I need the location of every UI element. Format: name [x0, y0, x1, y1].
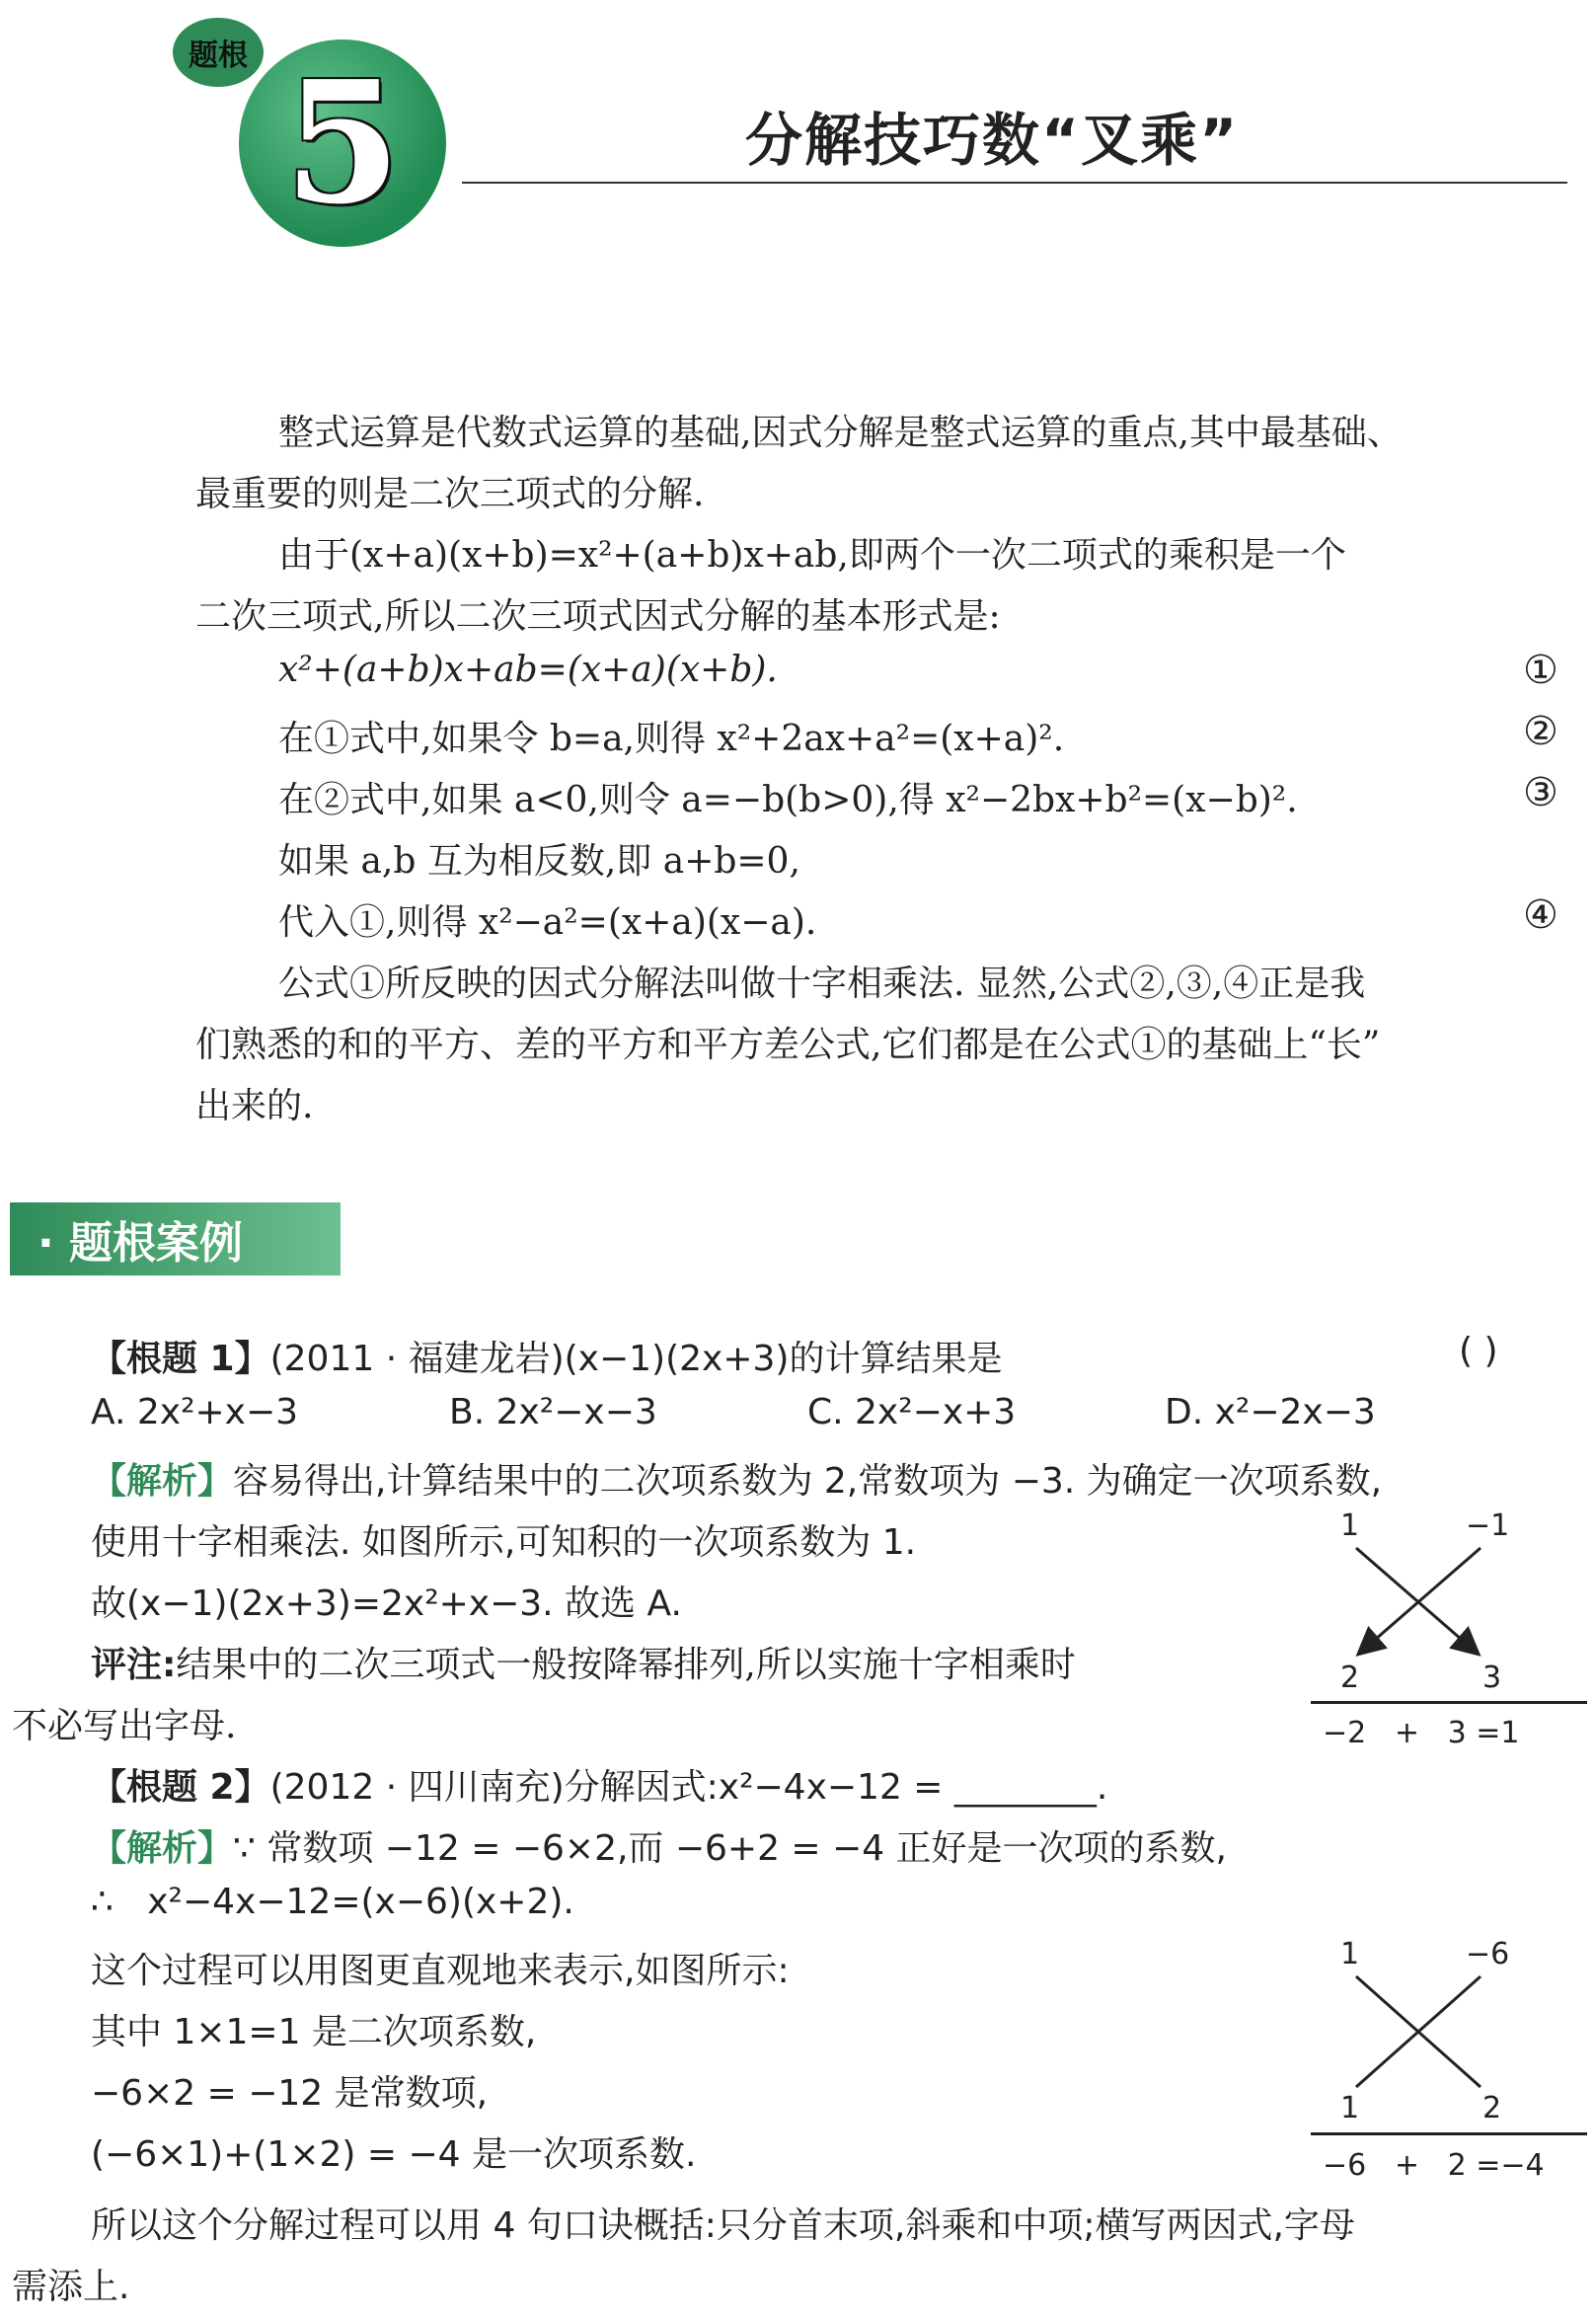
- q2-analysis-line1: [91, 1820, 1227, 1871]
- equation-condition: 如果 a,b 互为相反数,即 a+b=0,: [278, 841, 800, 882]
- q1-option-c[interactable]: C. 2x²−x+3: [807, 1392, 1017, 1432]
- intro-para3-line1: 公式①所反映的因式分解法叫做十字相乘法. 显然,公式②,③,④正是我: [278, 964, 1366, 1004]
- q1-answer-bracket: ( ): [1459, 1331, 1498, 1371]
- badge-label-text: 题根: [189, 39, 248, 73]
- q2-diagram-bottom-right: 2: [1482, 2091, 1502, 2125]
- q2-line3: 这个过程可以用图更直观地来表示,如图所示:: [91, 1951, 790, 1991]
- q1-stem-line: [91, 1331, 1002, 1381]
- q1-cross-arrows: [1342, 1540, 1500, 1668]
- chapter-number: 5: [283, 44, 402, 242]
- section-tag: · 题根案例: [10, 1202, 341, 1275]
- chapter-number-badge: [239, 39, 446, 247]
- q2-line6: (−6×1)+(1×2) = −4 是一次项系数.: [91, 2134, 697, 2175]
- q1-label: 【根题 1】: [91, 1339, 270, 1379]
- q2-diagram-bottom-left: 1: [1340, 2091, 1360, 2125]
- q1-analysis-line3: 故(x−1)(2x+3)=2x²+x−3. 故选 A.: [91, 1584, 682, 1624]
- equation-marker-1: ①: [1523, 648, 1558, 693]
- q1-note-label: 评注:: [91, 1645, 177, 1685]
- chapter-badge-label: [173, 18, 264, 87]
- intro-para2-line1: 由于(x+a)(x+b)=x²+(a+b)x+ab,即两个一次二项式的乘积是一个: [278, 535, 1346, 576]
- q2-diagram-top-left: 1: [1340, 1937, 1360, 1971]
- q1-diagram-bottom-left: 2: [1340, 1661, 1360, 1695]
- q1-note-line2: 不必写出字母.: [12, 1706, 237, 1746]
- page-title: 分解技巧数“叉乘”: [745, 107, 1240, 174]
- q1-option-b[interactable]: B. 2x²−x−3: [449, 1392, 657, 1432]
- q2-diagram-sum: −6 + 2 =−4: [1323, 2148, 1545, 2183]
- q1-diagram-bottom-right: 3: [1482, 1661, 1502, 1695]
- q2-stem-line: [91, 1759, 1107, 1810]
- intro-para3-line3: 出来的.: [195, 1086, 314, 1126]
- q1-note-text1: 结果中的二次三项式一般按降幂排列,所以实施十字相乘时: [176, 1645, 1076, 1685]
- q2-diagram-top-right: −6: [1466, 1937, 1510, 1971]
- equation-3: 在②式中,如果 a<0,则令 a=−b(b>0),得 x²−2bx+b²=(x−b)².: [278, 780, 1298, 820]
- q1-analysis-line2: 使用十字相乘法. 如图所示,可知积的一次项系数为 1.: [91, 1522, 917, 1563]
- equation-1: x²+(a+b)x+ab=(x+a)(x+b).: [278, 650, 778, 690]
- q2-line8: 需添上.: [12, 2267, 130, 2307]
- q1-diagram-top-left: 1: [1340, 1508, 1360, 1543]
- equation-4: 代入①,则得 x²−a²=(x+a)(x−a).: [278, 902, 817, 943]
- equation-marker-3: ③: [1523, 770, 1558, 815]
- q1-diagram-top-right: −1: [1466, 1508, 1510, 1543]
- q2-line5: −6×2 = −12 是常数项,: [91, 2073, 489, 2114]
- q1-note-line1: [91, 1637, 1076, 1687]
- q2-line7: 所以这个分解过程可以用 4 句口诀概括:只分首末项,斜乘和中项;横写两因式,字母: [91, 2205, 1355, 2246]
- q1-analysis-label: 【解析】: [91, 1461, 234, 1502]
- q2-cross-lines: [1342, 1970, 1500, 2093]
- intro-para1-line1: 整式运算是代数式运算的基础,因式分解是整式运算的重点,其中最基础、: [278, 413, 1403, 453]
- q1-diagram-rule: [1311, 1701, 1587, 1704]
- q2-line4: 其中 1×1=1 是二次项系数,: [91, 2012, 537, 2052]
- intro-para3-line2: 们熟悉的和的平方、差的平方和平方差公式,它们都是在公式①的基础上“长”: [195, 1025, 1381, 1065]
- q1-option-d[interactable]: D. x²−2x−3: [1165, 1392, 1376, 1432]
- q1-analysis-line1: [91, 1453, 1382, 1504]
- intro-para2-line2: 二次三项式,所以二次三项式因式分解的基本形式是:: [195, 596, 1001, 637]
- equation-marker-4: ④: [1523, 892, 1558, 938]
- q2-diagram-rule: [1311, 2132, 1587, 2135]
- q1-diagram-sum: −2 + 3 =1: [1323, 1716, 1520, 1750]
- q2-label: 【根题 2】: [91, 1767, 270, 1808]
- title-divider: [462, 182, 1567, 184]
- q2-analysis-text1: ∵ 常数项 −12 = −6×2,而 −6+2 = −4 正好是一次项的系数,: [233, 1828, 1227, 1869]
- q1-option-a[interactable]: A. 2x²+x−3: [91, 1392, 299, 1432]
- q1-stem: (2011 · 福建龙岩)(x−1)(2x+3)的计算结果是: [269, 1339, 1003, 1379]
- q2-analysis-label: 【解析】: [91, 1828, 234, 1869]
- intro-para1-line2: 最重要的则是二次三项式的分解.: [195, 474, 705, 514]
- q2-analysis-line2: ∴ x²−4x−12=(x−6)(x+2).: [91, 1882, 574, 1922]
- equation-marker-2: ②: [1523, 709, 1558, 754]
- equation-2: 在①式中,如果令 b=a,则得 x²+2ax+a²=(x+a)².: [278, 719, 1065, 759]
- q2-stem: (2012 · 四川南充)分解因式:x²−4x−12 = ________.: [269, 1767, 1108, 1808]
- q1-analysis-text1: 容易得出,计算结果中的二次项系数为 2,常数项为 −3. 为确定一次项系数,: [233, 1461, 1383, 1502]
